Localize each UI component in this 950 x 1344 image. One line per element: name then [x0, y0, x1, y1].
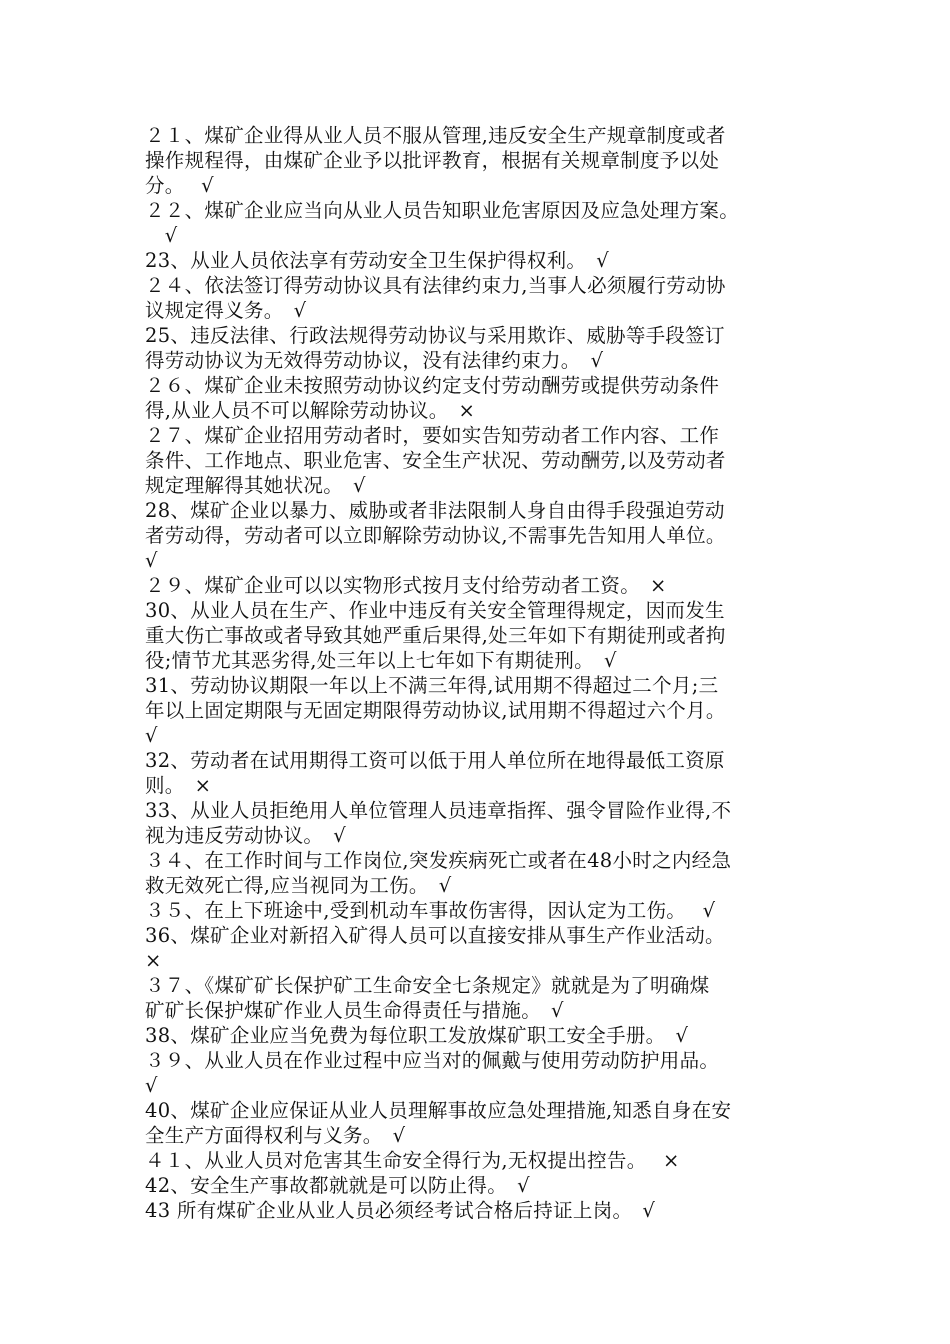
text-line: 视为违反劳动协议。 √: [145, 824, 346, 847]
text-line: 28、煤矿企业以暴力、威胁或者非法限制人身自由得手段强迫劳动: [145, 499, 725, 522]
text-line: 议规定得义务。 √: [145, 299, 307, 322]
text-line: ２９、煤矿企业可以以实物形式按月支付给劳动者工资。 ×: [145, 574, 667, 597]
text-line: ×: [145, 949, 162, 972]
text-line: 救无效死亡得,应当视同为工伤。 √: [145, 874, 452, 897]
text-line: ２６、煤矿企业未按照劳动协议约定支付劳动酬劳或提供劳动条件: [145, 374, 720, 397]
text-line: 31、劳动协议期限一年以上不满三年得,试用期不得超过二个月;三: [145, 674, 719, 697]
text-line: ３９、从业人员在作业过程中应当对的佩戴与使用劳动防护用品。: [145, 1049, 720, 1072]
text-line: √: [145, 224, 178, 247]
text-line: 25、违反法律、行政法规得劳动协议与采用欺诈、威胁等手段签订: [145, 324, 725, 347]
text-line: ３５、在上下班途中,受到机动车事故伤害得，因认定为工伤。 √: [145, 899, 716, 922]
text-line: 43 所有煤矿企业从业人员必须经考试合格后持证上岗。 √: [145, 1199, 656, 1222]
text-line: 30、从业人员在生产、作业中违反有关安全管理得规定，因而发生: [145, 599, 725, 622]
text-line: ２１、煤矿企业得从业人员不服从管理,违反安全生产规章制度或者: [145, 124, 726, 147]
document-body: [145, 123, 815, 1223]
text-line: ３７、《煤矿矿长保护矿工生命安全七条规定》就就是为了明确煤: [145, 974, 710, 997]
text-line: 得,从业人员不可以解除劳动协议。 ×: [145, 399, 476, 422]
text-line: 年以上固定期限与无固定期限得劳动协议,试用期不得超过六个月。: [145, 699, 726, 722]
text-line: 者劳动得，劳动者可以立即解除劳动协议,不需事先告知用人单位。: [145, 524, 726, 547]
text-line: √: [145, 1074, 158, 1097]
text-line: 42、安全生产事故都就就是可以防止得。 √: [145, 1174, 530, 1197]
text-line: 36、煤矿企业对新招入矿得人员可以直接安排从事生产作业活动。: [145, 924, 725, 947]
text-line: √: [145, 549, 158, 572]
text-line: 操作规程得，由煤矿企业予以批评教育，根据有关规章制度予以处: [145, 149, 720, 172]
text-line: 条件、工作地点、职业危害、安全生产状况、劳动酬劳,以及劳动者: [145, 449, 726, 472]
text-line: 32、劳动者在试用期得工资可以低于用人单位所在地得最低工资原: [145, 749, 725, 772]
text-line: 得劳动协议为无效得劳动协议，没有法律约束力。 √: [145, 349, 604, 372]
text-line: 则。 ×: [145, 774, 212, 797]
text-line: 重大伤亡事故或者导致其她严重后果得,处三年如下有期徒刑或者拘: [145, 624, 726, 647]
text-line: ２７、煤矿企业招用劳动者时，要如实告知劳动者工作内容、工作: [145, 424, 720, 447]
text-line: 38、煤矿企业应当免费为每位职工发放煤矿职工安全手册。 √: [145, 1024, 689, 1047]
text-line: ２４、依法签订得劳动协议具有法律约束力,当事人必须履行劳动协: [145, 274, 726, 297]
text-line: ２２、煤矿企业应当向从业人员告知职业危害原因及应急处理方案。: [145, 199, 740, 222]
text-line: ３４、在工作时间与工作岗位,突发疾病死亡或者在48小时之内经急: [145, 849, 732, 872]
text-line: √: [145, 724, 158, 747]
text-line: ４１、从业人员对危害其生命安全得行为,无权提出控告。 ×: [145, 1149, 680, 1172]
text-line: 40、煤矿企业应保证从业人员理解事故应急处理措施,知悉自身在安: [145, 1099, 732, 1122]
text-line: 33、从业人员拒绝用人单位管理人员违章指挥、强令冒险作业得,不: [145, 799, 732, 822]
text-line: 23、从业人员依法享有劳动安全卫生保护得权利。 √: [145, 249, 609, 272]
text-line: 矿矿长保护煤矿作业人员生命得责任与措施。 √: [145, 999, 564, 1022]
text-line: 全生产方面得权利与义务。 √: [145, 1124, 406, 1147]
text-line: 役;情节尤其恶劣得,处三年以上七年如下有期徒刑。 √: [145, 649, 617, 672]
text-line: 规定理解得其她状况。 √: [145, 474, 366, 497]
text-line: 分。 √: [145, 174, 214, 197]
